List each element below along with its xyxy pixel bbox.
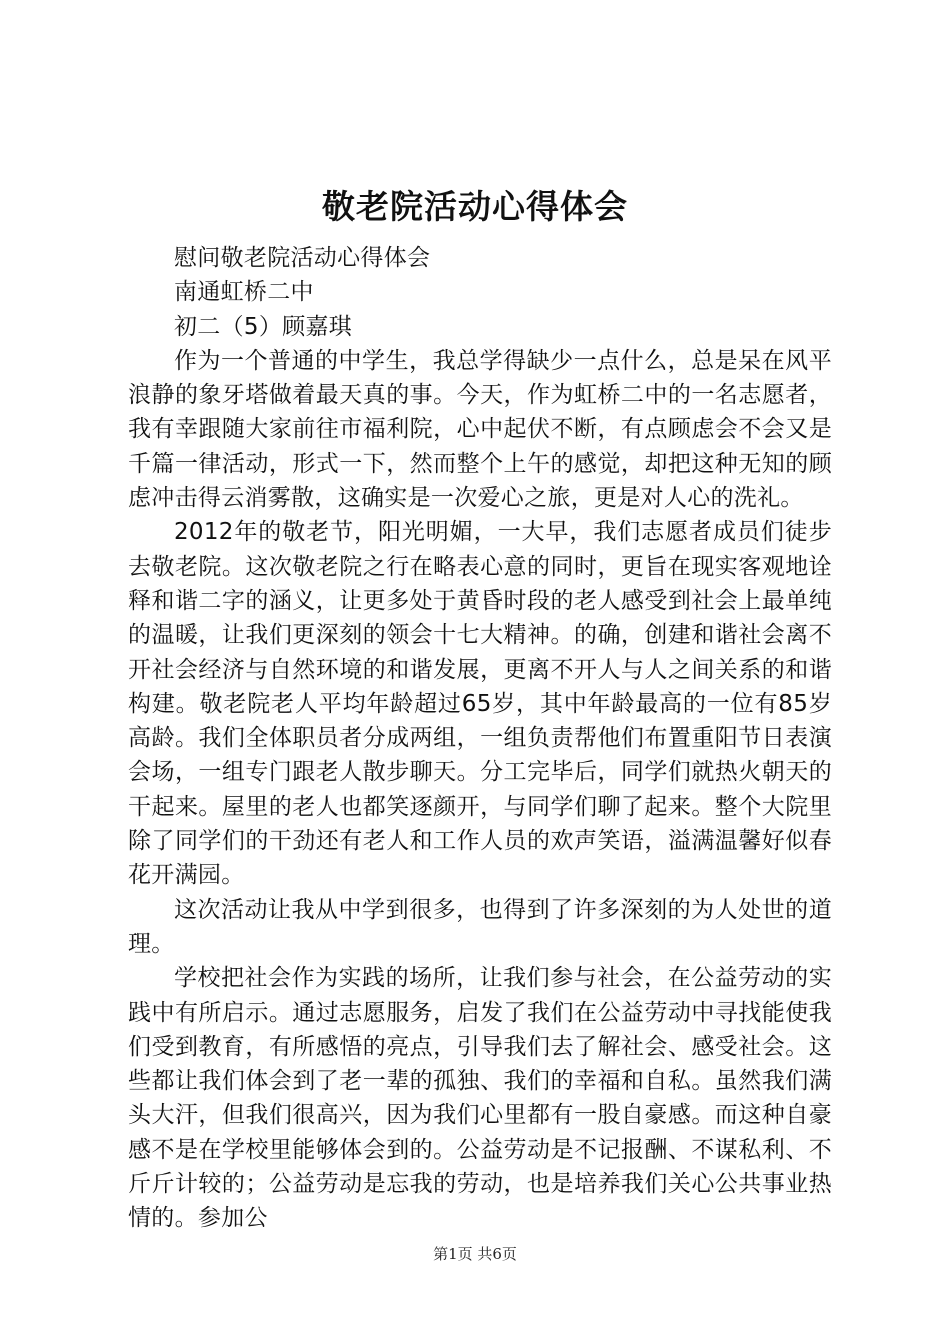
paragraph: 学校把社会作为实践的场所，让我们参与社会，在公益劳动的实践中有所启示。通过志愿服务，启发了我们在公益劳动中寻找能使我们受到教育，有所感悟的亮点，引导我们去了解社会、感受社会。这些都让我们体会到了老一辈的孤独、我们的幸福和自私。虽然我们满头大汗，但我们很高兴，因为我们心里都有一股自豪感。而这种自豪感不是在学校里能够体会到的。公益劳动是不记报酬、不谋私利、不斤斤计较的；公益劳动是忘我的劳动，也是培养我们关心公共事业热情的。参加公 [128,965,832,1232]
paragraph: 这次活动让我从中学到很多，也得到了许多深刻的为人处世的道理。 [128,896,832,957]
document-body [128,241,832,1236]
paragraph: 2012年的敬老节，阳光明媚，一大早，我们志愿者成员们徒步去敬老院。这次敬老院之行在略表心意的同时，更旨在现实客观地诠释和谐二字的涵义，让更多处于黄昏时段的老人感受到社会上最单纯的温暖，让我们更深刻的领会十七大精神。的确，创建和谐社会离不开社会经济与自然环境的和谐发展，更离不开人与人之间关系的和谐构建。敬老院老人平均年龄超过65岁，其中年龄最高的一位有85岁高龄。我们全体职员者分成两组，一组负责帮他们布置重阳节日表演会场，一组专门跟老人散步聊天。分工完毕后，同学们就热火朝天的干起来。屋里的老人也都笑逐颜开，与同学们聊了起来。整个大院里除了同学们的干劲还有老人和工作人员的欢声笑语，溢满温馨好似春花开满园。 [128,519,832,889]
author-line: 初二（5）顾嘉琪 [174,313,353,340]
school-line: 南通虹桥二中 [174,279,314,306]
document-title: 敬老院活动心得体会 [322,187,628,226]
paragraph: 作为一个普通的中学生，我总学得缺少一点什么，总是呆在风平浪静的象牙塔做着最天真的事。今天，作为虹桥二中的一名志愿者，我有幸跟随大家前往市福利院，心中起伏不断，有点顾虑会不会又是千篇一律活动，形式一下，然而整个上午的感觉，却把这种无知的顾虑冲击得云消雾散，这确实是一次爱心之旅，更是对人心的洗礼。 [128,347,832,512]
subtitle-line: 慰问敬老院活动心得体会 [174,245,431,271]
page-footer: 第1页 共6页 [433,1245,517,1263]
